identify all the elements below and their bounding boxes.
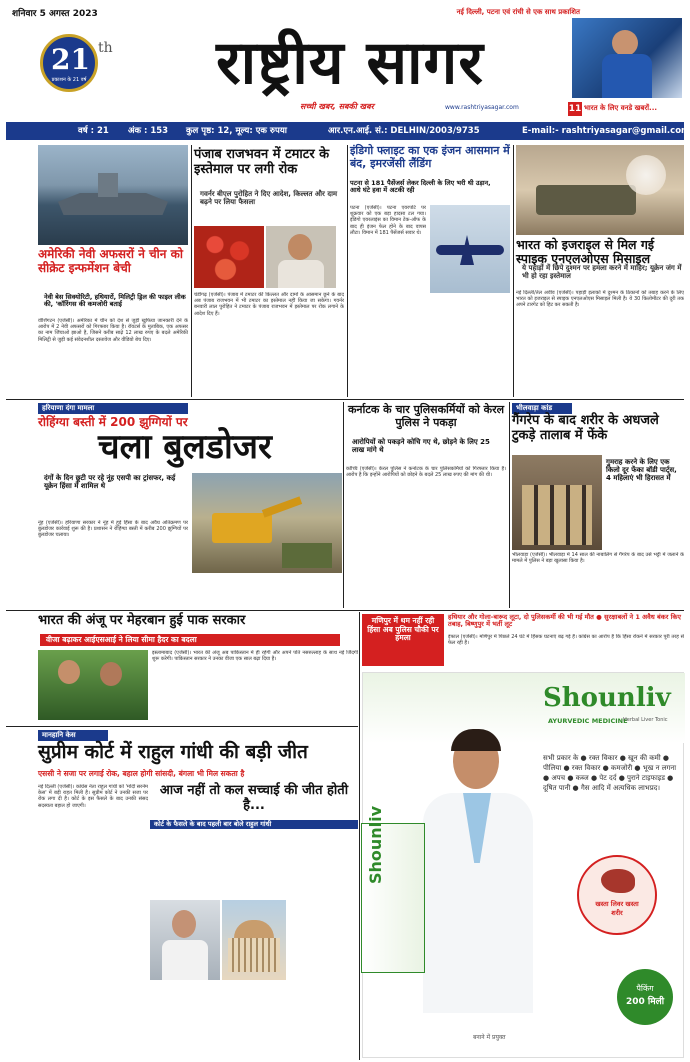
indigo-subhead: पटना से 181 पैसेंजर्स लेकर दिल्ली के लिए भरी थी उड़ान, आधे घंटे हवा में अटकी रही bbox=[350, 179, 491, 195]
karnataka-headline: कर्नाटक के चार पुलिसकर्मियों को केरल पुलिस ने पकड़ा bbox=[347, 403, 505, 429]
rahul-big-quote: आज नहीं तो कल सच्चाई की जीत होती है... bbox=[159, 783, 349, 813]
bhilwara-subhead: गुमराह करने के लिए एक किलो दूर फेंका बॉडी पार्ट्स, 4 महिलाएं भी हिरासत में bbox=[606, 458, 677, 483]
ad-subtitle-2: Herbal Liver Tonic bbox=[623, 717, 668, 723]
missile-launch-photo bbox=[516, 145, 684, 235]
manipur-body: इंफाल (एजेंसी)। मणिपुर में पिछले 24 घंटे में हिंसक घटनाएं बढ़ गई हैं। कांग्रेस का आरोप है कि हिंसा रोकने में सरकार पूरी तरह से फेल रही है। bbox=[448, 634, 684, 647]
missile-body: नई दिल्ली/तेल अवीव (एजेंसी)। पहाड़ी इलाकों में दुश्मन के ठिकानों को तबाह करने के लिए भारत को इजराइल से स्पाइक एनएलओएस मिसाइल मिली है। ये 30 किलोमीटर की दूरी तक अपने टारगेट को हिट कर सकती है। bbox=[516, 290, 684, 309]
navy-headline: अमेरिकी नेवी अफसरों ने चीन को सीक्रेट इन्फर्मेशन बेची bbox=[38, 247, 183, 275]
bulldozer-caption bbox=[192, 578, 342, 608]
rahul-kicker: मानहानि केस bbox=[38, 730, 108, 741]
top-line: नई दिल्ली, पटना एवं रांची से एक साथ प्रकाशित bbox=[456, 8, 580, 16]
manipur-kicker-box bbox=[362, 614, 444, 666]
medicine-box bbox=[361, 805, 425, 973]
doctor-illustration bbox=[423, 733, 533, 1013]
bulldozer-photo bbox=[192, 473, 342, 573]
ad-maker: बनाने में प्रयुक्त bbox=[473, 1034, 506, 1041]
anju-body: इस्लामाबाद (एजेंसी)। भारत की अंजू अब पाकिस्तान में ही रहेगी और अपने पति नसरुल्लाह के साथ नई जिंदगी शुरू करेगी। पाकिस्तान सरकार ने उनका वीजा एक साल बढ़ा दिया है। bbox=[152, 650, 358, 663]
box-brand: Shounliv bbox=[366, 805, 385, 884]
cricket-promo-photo bbox=[572, 18, 682, 98]
issue-date: शनिवार 5 अगस्त 2023 bbox=[12, 9, 98, 19]
ad-benefits: सभी प्रकार के ● रक्त विकार ● खून की कमी ● पीलिया ● रक्त विकार ● कमजोरी ● भूख न लगना ● अपच ● कब्ज ● पेट दर्द ● पुराने टाइफाइड ● दूषित पानी ● गैस आदि में अत्यधिक लाभप्रद। bbox=[543, 754, 677, 792]
anniversary-badge: 21 प्रकाशन के 21 वर्ष bbox=[40, 34, 98, 92]
aircraft-photo bbox=[430, 205, 510, 293]
punjab-body: चंडीगढ़ (एजेंसी)। पंजाब में टमाटर की किल्लत और दामों के आसमान छूने के बाद अब पंजाब राजभवन में भी टमाटर का इस्तेमाल नहीं किया जा सकेगा। गवर्नर बनवारी लाल पुरोहित ने टमाटर के पंजाब राजभवन में इस्तेमाल पर रोक लगाने के आदेश दिए हैं। bbox=[194, 292, 344, 317]
rohingya-headline: रोहिंग्या बस्ती में 200 झुग्गियों पर bbox=[38, 415, 188, 429]
karnataka-body: कोच्चि (एजेंसी)। केरल पुलिस ने कर्नाटक के चार पुलिसकर्मियों को गिरफ्तार किया है। आरोप है कि इन्होंने आरोपियों को छोड़ने के बदले 25 लाख रुपए की मांग की थी। bbox=[346, 466, 506, 479]
rahul-subhead: एससी ने सजा पर लगाई रोक, बहाल होगी सांसदी, बंगला भी मिल सकता है bbox=[38, 769, 245, 778]
pack-size-badge: पैकिंग 200 मिली bbox=[617, 969, 673, 1025]
ad-subtitle: AYURVEDIC MEDICINE bbox=[548, 717, 628, 725]
rahul-body: नई दिल्ली (एजेंसी)। कांग्रेस नेता राहुल गांधी को 'मोदी सरनेम केस' में बड़ी राहत मिली है। सुप्रीम कोर्ट ने उनकी सजा पर रोक लगा दी है। कोर्ट के इस फैसले के बाद उनकी संसद सदस्यता बहाल हो जाएगी। bbox=[38, 784, 148, 809]
supreme-court-photo bbox=[222, 900, 286, 980]
liver-circle: खस्ता लिवर खस्ता शरीर bbox=[577, 855, 657, 935]
shounliv-ad bbox=[362, 672, 684, 1058]
rni-number: आर.एन.आई. सं.: DELHIN/2003/9735 bbox=[328, 126, 480, 136]
rahul-photo bbox=[150, 900, 220, 980]
issue: अंक : 153 bbox=[128, 126, 169, 136]
anju-photo bbox=[38, 650, 148, 720]
missile-subhead: ये पहाड़ों में छिपे दुश्मन पर हमला करने में माहिर; यूक्रेन जंग में भी हो रहा इस्तेमाल bbox=[522, 264, 682, 281]
rahul-body-2 bbox=[290, 840, 358, 1050]
info-bar bbox=[6, 122, 690, 140]
navy-ship-photo bbox=[38, 145, 188, 245]
navy-body: वॉशिंगटन (एजेंसी)। अमेरिका में चीन को देश से जुड़ी खुफिया जानकारी देने के आरोप में 2 नेवी अफसरों को गिरफ्तार किया है। रॉयटर्स के मुताबिक, एक अफसर का नाम जिंचाओ झाओ है, जिसने करीब साढ़े 12 लाख रुपए के बदले अमेरिकी मिलिट्री से जुड़ी कई संवेदनशील दस्तावेज और वीडियो बेच दिए। bbox=[38, 318, 188, 343]
promo-text: भारत के लिए वनडे खबरों... bbox=[584, 104, 658, 112]
indigo-body: पटना (एजेंसी)। पटना एयरपोर्ट पर शुक्रवार को एक बड़ा हादसा टल गया। इंडिगो एयरलाइंस का विमान टेक-ऑफ के बाद ही इंजन फेल होने के बाद वापस लौटा। विमान में 181 पैसेंजर्स सवार थे। bbox=[350, 205, 426, 236]
rahul-side-head: कोर्ट के फैसले के बाद पहली बार बोले राहुल गांधी bbox=[150, 820, 358, 829]
pages-price: कुल पृष्ठ: 12, मूल्य: एक रुपया bbox=[186, 126, 287, 136]
email: E-mail:- rashtriyasagar@gmail.com bbox=[522, 126, 690, 136]
haryana-subhead: दंगों के दिन छूटी पर रहे नूंह एसपी का ट्रांसफर, कई यूक्रेन हिंसा में शामिल थे bbox=[44, 474, 176, 491]
year: वर्ष : 21 bbox=[78, 126, 109, 136]
navy-subhead: नेवी बेस सिक्योरिटी, हथियारों, मिलिट्री ड्रिल की फाइल लीक की, 'कॉरिंगस की कमजोरी बताई bbox=[44, 293, 186, 309]
ad-brand: Shounliv bbox=[543, 683, 671, 713]
punjab-subhead: गवर्नर बीएल पुरोहित ने दिए आदेश, किल्लत और दाम बढ़ने पर लिया फैसला bbox=[200, 190, 338, 207]
newspaper-title: राष्ट्रीय सागर bbox=[216, 28, 484, 98]
bulldozer-headline: चला बुलडोजर bbox=[98, 427, 272, 467]
bhilwara-headline: गैंगरेप के बाद शरीर के अधजले टुकड़े तालाब में फेंके bbox=[512, 413, 659, 443]
punjab-headline: पंजाब राजभवन में टमाटर के इस्तेमाल पर लगी रोक bbox=[194, 147, 330, 177]
karnataka-subhead: आरोपियों को पकड़ने कोचि गए थे, छोड़ने के लिए 25 लाख मांगे थे bbox=[352, 438, 490, 455]
bhilwara-police-photo bbox=[512, 455, 602, 550]
anju-headline: भारत की अंजू पर मेहरबान हुई पाक सरकार bbox=[38, 613, 246, 628]
indigo-headline: इंडिगो फ्लाइट का एक इंजन आसमान में बंद, इमरजेंसी लैंडिंग bbox=[350, 144, 510, 170]
tagline: सच्ची खबर, सबकी खबर bbox=[300, 102, 374, 111]
manipur-kicker: मणिपुर में थम नहीं रही हिंसा अब पुलिस चौकी पर हमला bbox=[367, 616, 439, 643]
manipur-headline: हथियार और गोला-बारूद लूटा, दो पुलिसकर्मी की भी गई मौत ● सुरक्षाबलों ने 1 अवैध बंकर किए तबाह, बिष्णुपुर में भर्ती लूट bbox=[448, 613, 681, 629]
rahul-headline: सुप्रीम कोर्ट में राहुल गांधी की बड़ी जीत bbox=[38, 741, 308, 763]
website: www.rashtriyasagar.com bbox=[445, 104, 519, 111]
masthead: शनिवार 5 अगस्त 2023 21 प्रकाशन के 21 वर्ष th राष्ट्रीय सागर नई दिल्ली, पटना एवं रांची से एक साथ प्रकाशित सच्ची खबर, सबकी खबर www.rashtriyasagar.com 11 भारत के लिए वनडे खबरों... bbox=[0, 0, 690, 122]
tomato-photo bbox=[194, 226, 264, 288]
governor-photo bbox=[266, 226, 336, 288]
bhilwara-body: भीलवाड़ा (एजेंसी)। भीलवाड़ा में 14 साल की नाबालिग से गैंगरेप के बाद उसे भट्टी में जलाने के मामले में पुलिस ने बड़ा खुलासा किया है। bbox=[512, 552, 684, 565]
haryana-body: नूंह (एजेंसी)। हरियाणा सरकार ने नूंह में हुई हिंसा के बाद अवैध अतिक्रमण पर बुलडोजर कार्रवाई शुरू की है। प्रशासन ने रोहिंग्या बस्ती में करीब 200 झुग्गियों पर बुलडोजर चलाया। bbox=[38, 520, 188, 539]
haryana-kicker: हरियाणा दंगा मामला bbox=[38, 403, 188, 414]
anju-subhead: वीजा बढ़ाकर आईएसआई ने लिया सीमा हैदर का बदला bbox=[40, 634, 340, 646]
missile-headline: भारत को इजराइल से मिल गई स्पाइक एनएलओएस मिसाइल bbox=[516, 237, 655, 267]
promo-page-number: 11 bbox=[568, 104, 582, 114]
bhilwara-kicker: भीलवाड़ा कांड bbox=[512, 403, 572, 414]
